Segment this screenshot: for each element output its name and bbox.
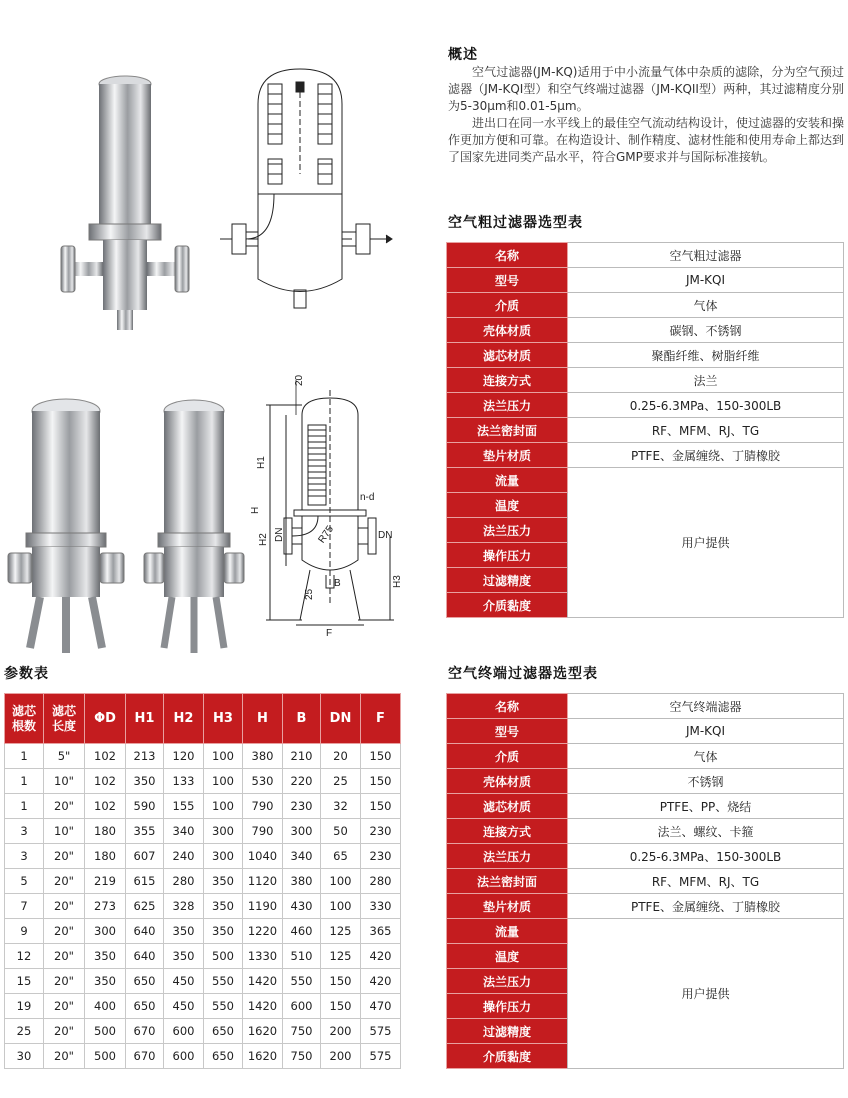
params-table-title: 参数表: [4, 666, 49, 682]
table-header-row: [5, 694, 401, 744]
product-photo-multi-1: [6, 383, 126, 658]
coarse-table-title: 空气粗过滤器选型表: [448, 215, 583, 231]
table-cell: 180: [85, 844, 126, 869]
table-cell: 340: [283, 844, 321, 869]
row-value: PTFE、PP、烧结: [568, 794, 844, 819]
table-cell: 420: [361, 969, 401, 994]
coarse-selection-table: [446, 242, 844, 618]
row-key: 滤芯材质: [447, 794, 568, 819]
col-header-h1: H1: [126, 694, 164, 744]
table-cell: 300: [283, 819, 321, 844]
product-photo-multi-2: [142, 383, 247, 658]
table-cell: 650: [126, 969, 164, 994]
table-cell: 220: [283, 769, 321, 794]
table-cell: 750: [283, 1044, 321, 1069]
row-value: RF、MFM、RJ、TG: [568, 869, 844, 894]
params-table-body: [5, 744, 401, 1069]
terminal-selection-table: [446, 693, 844, 1069]
row-value: 气体: [568, 293, 844, 318]
table-cell: 150: [321, 994, 361, 1019]
table-cell: 230: [361, 819, 401, 844]
table-cell: 32: [321, 794, 361, 819]
row-key: 壳体材质: [447, 769, 568, 794]
table-cell: 1: [5, 744, 44, 769]
table-cell: 300: [204, 819, 243, 844]
table-cell: 600: [164, 1044, 204, 1069]
table-cell: 100: [204, 744, 243, 769]
table-cell: 25: [321, 769, 361, 794]
table-cell: 350: [85, 969, 126, 994]
row-value: 法兰、螺纹、卡箍: [568, 819, 844, 844]
table-row: [5, 1044, 401, 1069]
table-cell: 150: [361, 744, 401, 769]
table-row: [447, 794, 844, 819]
table-cell: 1: [5, 794, 44, 819]
table-cell: 615: [126, 869, 164, 894]
dim-label-nd: n-d: [360, 492, 375, 503]
row-value: RF、MFM、RJ、TG: [568, 418, 844, 443]
table-cell: 280: [361, 869, 401, 894]
table-cell: 133: [164, 769, 204, 794]
table-cell: 20": [44, 919, 85, 944]
table-cell: 750: [283, 1019, 321, 1044]
dimension-drawing: [248, 370, 418, 640]
row-key: 流量: [447, 919, 568, 944]
row-key: 法兰压力: [447, 969, 568, 994]
table-row: [5, 769, 401, 794]
table-cell: 300: [85, 919, 126, 944]
table-cell: 350: [204, 894, 243, 919]
row-value: PTFE、金属缠绕、丁腈橡胶: [568, 443, 844, 468]
table-cell: 12: [5, 944, 44, 969]
table-row: [447, 368, 844, 393]
row-value: 聚酯纤维、树脂纤维: [568, 343, 844, 368]
table-cell: 230: [283, 794, 321, 819]
table-cell: 5: [5, 869, 44, 894]
table-cell: 510: [283, 944, 321, 969]
table-cell: 400: [85, 994, 126, 1019]
table-cell: 150: [361, 769, 401, 794]
table-cell: 380: [243, 744, 283, 769]
row-key: 垫片材质: [447, 894, 568, 919]
dim-label-25: 25: [304, 588, 315, 600]
table-cell: 450: [164, 994, 204, 1019]
table-cell: 350: [204, 869, 243, 894]
table-cell: 590: [126, 794, 164, 819]
table-cell: 460: [283, 919, 321, 944]
table-cell: 640: [126, 919, 164, 944]
table-cell: 10": [44, 769, 85, 794]
table-cell: 273: [85, 894, 126, 919]
table-cell: 550: [283, 969, 321, 994]
table-cell: 1220: [243, 919, 283, 944]
table-cell: 20": [44, 869, 85, 894]
row-key: 壳体材质: [447, 318, 568, 343]
dim-label-20: 20: [294, 374, 305, 386]
table-cell: 20": [44, 844, 85, 869]
row-key: 介质黏度: [447, 1044, 568, 1069]
table-cell: 180: [85, 819, 126, 844]
table-cell: 20": [44, 1019, 85, 1044]
row-key: 流量: [447, 468, 568, 493]
table-row: [447, 468, 844, 493]
table-cell: 240: [164, 844, 204, 869]
dim-label-h2: H2: [258, 533, 269, 546]
table-cell: 1040: [243, 844, 283, 869]
table-cell: 100: [204, 794, 243, 819]
table-cell: 210: [283, 744, 321, 769]
table-cell: 420: [361, 944, 401, 969]
table-cell: 155: [164, 794, 204, 819]
table-cell: 600: [164, 1019, 204, 1044]
table-row: [447, 243, 844, 268]
col-header-diameter: ΦD: [85, 694, 126, 744]
merged-value: 用户提供: [568, 468, 844, 618]
table-cell: 100: [321, 869, 361, 894]
table-row: [5, 969, 401, 994]
table-cell: 1190: [243, 894, 283, 919]
table-cell: 1330: [243, 944, 283, 969]
row-key: 连接方式: [447, 368, 568, 393]
table-cell: 20": [44, 994, 85, 1019]
table-cell: 9: [5, 919, 44, 944]
table-cell: 120: [164, 744, 204, 769]
table-cell: 790: [243, 794, 283, 819]
table-cell: 20": [44, 794, 85, 819]
product-photo-single: [55, 64, 195, 334]
table-cell: 20": [44, 894, 85, 919]
row-key: 介质: [447, 293, 568, 318]
table-cell: 380: [283, 869, 321, 894]
table-cell: 550: [204, 969, 243, 994]
row-value: JM-KQI: [568, 268, 844, 293]
table-cell: 430: [283, 894, 321, 919]
row-value: 空气粗过滤器: [568, 243, 844, 268]
table-cell: 300: [204, 844, 243, 869]
table-cell: 650: [204, 1044, 243, 1069]
table-cell: 350: [204, 919, 243, 944]
table-cell: 3: [5, 844, 44, 869]
table-cell: 125: [321, 944, 361, 969]
table-cell: 625: [126, 894, 164, 919]
overview-paragraph-1: 空气过滤器(JM-KQ)适用于中小流量气体中杂质的滤除，分为空气预过滤器（JM-KQI型）和空气终端过滤器（JM-KQII型）两种，其过滤精度分别为5-30μm和0.01-5μm。: [448, 65, 844, 113]
table-cell: 1420: [243, 994, 283, 1019]
table-cell: 20": [44, 944, 85, 969]
table-cell: 575: [361, 1044, 401, 1069]
table-row: [447, 894, 844, 919]
table-cell: 200: [321, 1019, 361, 1044]
table-row: [5, 794, 401, 819]
dim-label-h: H: [250, 506, 261, 514]
row-value: 0.25-6.3MPa、150-300LB: [568, 844, 844, 869]
table-cell: 150: [321, 969, 361, 994]
table-cell: 355: [126, 819, 164, 844]
terminal-table-title: 空气终端过滤器选型表: [448, 666, 598, 682]
table-cell: 350: [164, 919, 204, 944]
table-row: [447, 719, 844, 744]
table-row: [5, 844, 401, 869]
row-key: 法兰密封面: [447, 418, 568, 443]
table-cell: 350: [85, 944, 126, 969]
row-key: 过滤精度: [447, 568, 568, 593]
row-value: JM-KQI: [568, 719, 844, 744]
table-cell: 530: [243, 769, 283, 794]
col-header-dn: DN: [321, 694, 361, 744]
dim-label-f: F: [326, 628, 333, 639]
table-cell: 100: [321, 894, 361, 919]
row-key: 型号: [447, 719, 568, 744]
row-value: 碳钢、不锈钢: [568, 318, 844, 343]
table-cell: 7: [5, 894, 44, 919]
table-cell: 19: [5, 994, 44, 1019]
table-cell: 100: [204, 769, 243, 794]
table-cell: 1120: [243, 869, 283, 894]
dim-label-b: B: [334, 578, 341, 589]
table-cell: 25: [5, 1019, 44, 1044]
dim-label-h3: H3: [392, 575, 403, 588]
table-cell: 20": [44, 969, 85, 994]
table-cell: 65: [321, 844, 361, 869]
col-header-h: H: [243, 694, 283, 744]
table-row: [447, 443, 844, 468]
table-row: [5, 744, 401, 769]
col-header-h2: H2: [164, 694, 204, 744]
table-cell: 125: [321, 919, 361, 944]
row-value: 不锈钢: [568, 769, 844, 794]
row-key: 介质黏度: [447, 593, 568, 618]
table-row: [447, 343, 844, 368]
merged-value: 用户提供: [568, 919, 844, 1069]
row-key: 法兰密封面: [447, 869, 568, 894]
overview-paragraph-2: 进出口在同一水平线上的最佳空气流动结构设计，使过滤器的安装和操作更加方便和可靠。在构造设计、制作精度、滤材性能和使用寿命上都达到了国家先进同类产品水平，符合GMP要求并与国际标准接轨。: [448, 116, 845, 164]
row-key: 温度: [447, 944, 568, 969]
col-header-b: B: [283, 694, 321, 744]
row-value: 0.25-6.3MPa、150-300LB: [568, 393, 844, 418]
table-cell: 790: [243, 819, 283, 844]
row-key: 连接方式: [447, 819, 568, 844]
table-row: [447, 694, 844, 719]
table-cell: 500: [204, 944, 243, 969]
table-cell: 640: [126, 944, 164, 969]
table-row: [447, 919, 844, 944]
table-cell: 650: [204, 1019, 243, 1044]
table-cell: 365: [361, 919, 401, 944]
overview-text: [448, 64, 844, 166]
table-cell: 328: [164, 894, 204, 919]
table-cell: 1: [5, 769, 44, 794]
row-key: 法兰压力: [447, 844, 568, 869]
params-table: [4, 693, 401, 1069]
row-key: 型号: [447, 268, 568, 293]
table-cell: 1620: [243, 1019, 283, 1044]
table-cell: 607: [126, 844, 164, 869]
table-cell: 470: [361, 994, 401, 1019]
table-row: [447, 869, 844, 894]
table-cell: 50: [321, 819, 361, 844]
col-header-h3: H3: [204, 694, 243, 744]
row-key: 名称: [447, 694, 568, 719]
col-header-count: 滤芯 根数: [5, 694, 44, 744]
table-row: [447, 393, 844, 418]
row-value: 空气终端滤器: [568, 694, 844, 719]
table-row: [447, 293, 844, 318]
table-cell: 650: [126, 994, 164, 1019]
table-row: [5, 894, 401, 919]
table-cell: 20": [44, 1044, 85, 1069]
row-value: PTFE、金属缠绕、丁腈橡胶: [568, 894, 844, 919]
table-cell: 450: [164, 969, 204, 994]
table-cell: 500: [85, 1019, 126, 1044]
table-cell: 30: [5, 1044, 44, 1069]
table-cell: 15: [5, 969, 44, 994]
row-key: 垫片材质: [447, 443, 568, 468]
row-key: 过滤精度: [447, 1019, 568, 1044]
table-cell: 575: [361, 1019, 401, 1044]
dim-label-dn-left: DN: [274, 527, 285, 542]
table-cell: 102: [85, 744, 126, 769]
table-cell: 350: [164, 944, 204, 969]
table-row: [447, 769, 844, 794]
table-row: [5, 994, 401, 1019]
table-cell: 102: [85, 794, 126, 819]
row-key: 操作压力: [447, 994, 568, 1019]
table-cell: 280: [164, 869, 204, 894]
table-row: [5, 1019, 401, 1044]
table-cell: 200: [321, 1044, 361, 1069]
table-row: [447, 819, 844, 844]
row-key: 法兰压力: [447, 393, 568, 418]
table-cell: 10": [44, 819, 85, 844]
table-row: [5, 869, 401, 894]
table-cell: 102: [85, 769, 126, 794]
row-value: 气体: [568, 744, 844, 769]
table-row: [447, 418, 844, 443]
table-row: [5, 919, 401, 944]
table-cell: 213: [126, 744, 164, 769]
row-key: 名称: [447, 243, 568, 268]
table-cell: 340: [164, 819, 204, 844]
table-cell: 230: [361, 844, 401, 869]
table-cell: 670: [126, 1019, 164, 1044]
table-cell: 150: [361, 794, 401, 819]
table-row: [5, 819, 401, 844]
table-row: [447, 844, 844, 869]
row-key: 法兰压力: [447, 518, 568, 543]
col-header-f: F: [361, 694, 401, 744]
row-key: 介质: [447, 744, 568, 769]
table-cell: 670: [126, 1044, 164, 1069]
table-row: [447, 744, 844, 769]
dim-label-r75: R75: [316, 523, 336, 546]
row-key: 操作压力: [447, 543, 568, 568]
table-cell: 219: [85, 869, 126, 894]
row-value: 法兰: [568, 368, 844, 393]
table-cell: 600: [283, 994, 321, 1019]
table-cell: 350: [126, 769, 164, 794]
table-row: [447, 268, 844, 293]
dim-label-h1: H1: [256, 456, 267, 469]
overview-title: 概述: [448, 47, 478, 63]
row-key: 温度: [447, 493, 568, 518]
dim-label-dn-right: DN: [378, 530, 393, 541]
table-row: [447, 318, 844, 343]
cross-section-drawing-1: [218, 64, 393, 344]
col-header-length: 滤芯 长度: [44, 694, 85, 744]
table-cell: 20: [321, 744, 361, 769]
row-key: 滤芯材质: [447, 343, 568, 368]
table-cell: 5": [44, 744, 85, 769]
table-cell: 3: [5, 819, 44, 844]
table-cell: 1620: [243, 1044, 283, 1069]
table-cell: 330: [361, 894, 401, 919]
table-cell: 550: [204, 994, 243, 1019]
table-row: [5, 944, 401, 969]
table-cell: 1420: [243, 969, 283, 994]
table-cell: 500: [85, 1044, 126, 1069]
